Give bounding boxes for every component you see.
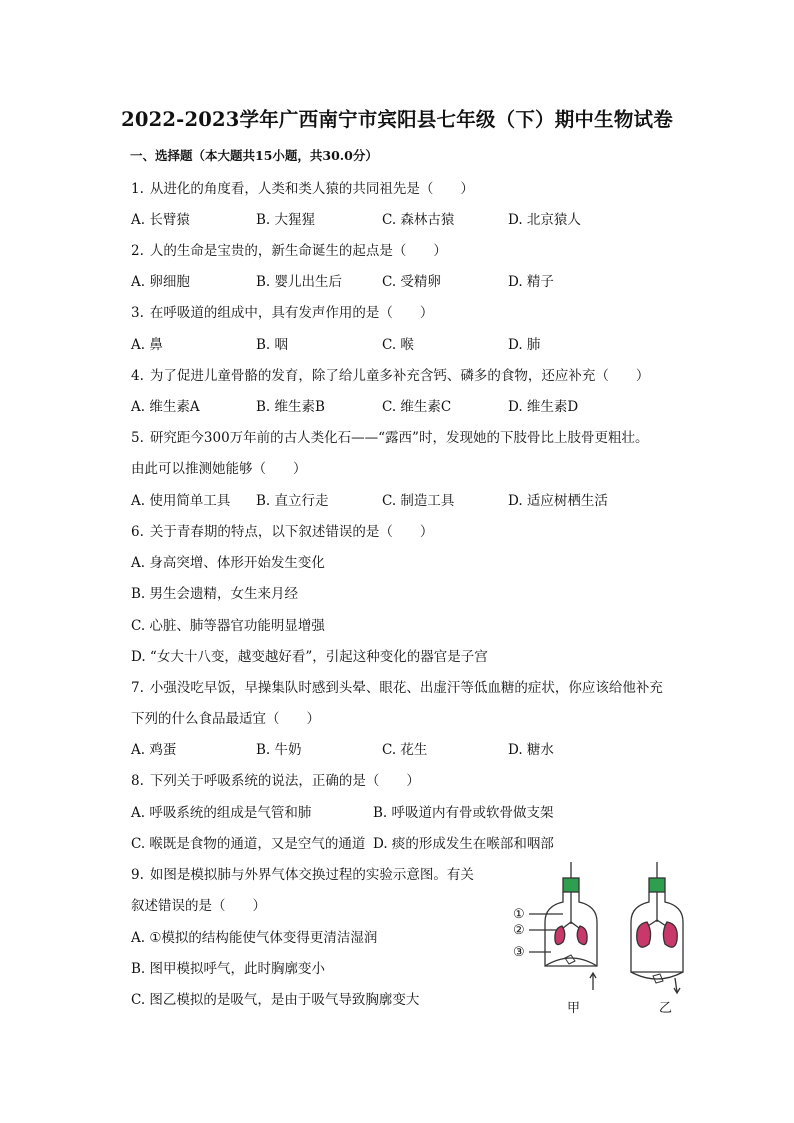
q6-option-d: D. “女大十八变，越变越好看”，引起这种变化的器官是子宫 [131, 649, 488, 665]
question-2: 2. 人的生命是宝贵的，新生命诞生的起点是（ ） [131, 243, 447, 259]
lung-right-a [637, 922, 651, 947]
q3-option-a: A. 鼻 [131, 337, 163, 353]
question-1: 1. 从进化的角度看，人类和类人猿的共同祖先是（ ） [131, 181, 474, 197]
exam-title: 2022-2023学年广西南宁市宾阳县七年级（下）期中生物试卷 [121, 108, 673, 131]
q9-option-b: B. 图甲模拟呼气，此时胸廓变小 [131, 961, 326, 977]
section-heading: 一、选择题（本大题共15小题，共30.0分） [130, 148, 378, 163]
q5-option-c: C. 制造工具 [382, 493, 455, 509]
lung-left-a [555, 926, 565, 945]
bell-jar-left [529, 862, 597, 990]
marker-1: ① [513, 907, 525, 922]
label-yi: 乙 [659, 1001, 673, 1016]
question-9-continued: 叙述错误的是（ ） [131, 898, 266, 914]
q3-option-b: B. 咽 [256, 337, 289, 353]
lung-left-b [577, 926, 587, 945]
q1-option-d: D. 北京猿人 [508, 212, 581, 228]
q1-option-b: B. 大猩猩 [256, 212, 316, 228]
question-4: 4. 为了促进儿童骨骼的发育，除了给儿童多补充含钙、磷多的食物，还应补充（ ） [131, 368, 650, 384]
q4-option-d: D. 维生素D [508, 399, 579, 415]
q6-option-a: A. 身高突增、体形开始发生变化 [131, 555, 325, 571]
q2-option-b: B. 婴儿出生后 [256, 274, 343, 290]
q4-option-c: C. 维生素C [382, 399, 452, 415]
q4-option-a: A. 维生素A [131, 399, 200, 415]
q9-option-a: A. ①模拟的结构能使气体变得更清洁湿润 [131, 930, 378, 946]
q7-option-b: B. 牛奶 [256, 742, 302, 758]
q1-option-c: C. 森林古猿 [382, 212, 455, 228]
q4-option-b: B. 维生素B [256, 399, 325, 415]
q7-option-a: A. 鸡蛋 [131, 742, 177, 758]
question-7: 7. 小强没吃早饭，早操集队时感到头晕、眼花、出虚汗等低血糖的症状，你应该给他补充 [131, 680, 663, 696]
question-3: 3. 在呼吸道的组成中，具有发声作用的是（ ） [131, 305, 434, 321]
question-5: 5. 研究距今300万年前的古人类化石——“露西”时，发现她的下肢骨比上肢骨更粗壮。 [131, 430, 649, 446]
question-6: 6. 关于青春期的特点，以下叙述错误的是（ ） [131, 524, 434, 540]
q2-option-c: C. 受精卵 [382, 274, 441, 290]
q5-option-a: A. 使用简单工具 [131, 493, 231, 509]
q6-option-b: B. 男生会遗精，女生来月经 [131, 586, 299, 602]
lung-right-b [663, 922, 677, 947]
diaphragm-left [545, 958, 597, 966]
jar-cap-left [563, 878, 579, 892]
q1-option-a: A. 长臂猿 [131, 212, 190, 228]
question-7-continued: 下列的什么食品最适宜（ ） [131, 711, 320, 727]
q8-option-b: B. 呼吸道内有骨或软骨做支架 [373, 805, 554, 821]
jar-cap-right [649, 878, 665, 892]
q3-option-c: C. 喉 [382, 337, 414, 353]
q7-option-c: C. 花生 [382, 742, 428, 758]
q8-option-c: C. 喉既是食物的通道，又是空气的通道 [131, 836, 366, 852]
q2-option-a: A. 卵细胞 [131, 274, 190, 290]
question-5-continued: 由此可以推测她能够（ ） [131, 461, 307, 477]
label-jia: 甲 [567, 1001, 581, 1016]
lung-model-figure [505, 862, 695, 1022]
marker-2: ② [513, 923, 525, 938]
q5-option-b: B. 直立行走 [256, 493, 329, 509]
marker-3: ③ [513, 945, 525, 960]
bell-jar-right [631, 862, 683, 993]
question-8: 8. 下列关于呼吸系统的说法，正确的是（ ） [131, 773, 420, 789]
q8-option-d: D. 痰的形成发生在喉部和咽部 [373, 836, 554, 852]
diaphragm-right [631, 972, 683, 979]
q9-option-c: C. 图乙模拟的是吸气，是由于吸气导致胸廓变大 [131, 992, 420, 1008]
question-9: 9. 如图是模拟肺与外界气体交换过程的实验示意图。有关 [131, 867, 474, 883]
q6-option-c: C. 心脏、肺等器官功能明显增强 [131, 618, 325, 634]
q5-option-d: D. 适应树栖生活 [508, 493, 608, 509]
q2-option-d: D. 精子 [508, 274, 554, 290]
q7-option-d: D. 糖水 [508, 742, 554, 758]
q3-option-d: D. 肺 [508, 337, 541, 353]
q8-option-a: A. 呼吸系统的组成是气管和肺 [131, 805, 312, 821]
